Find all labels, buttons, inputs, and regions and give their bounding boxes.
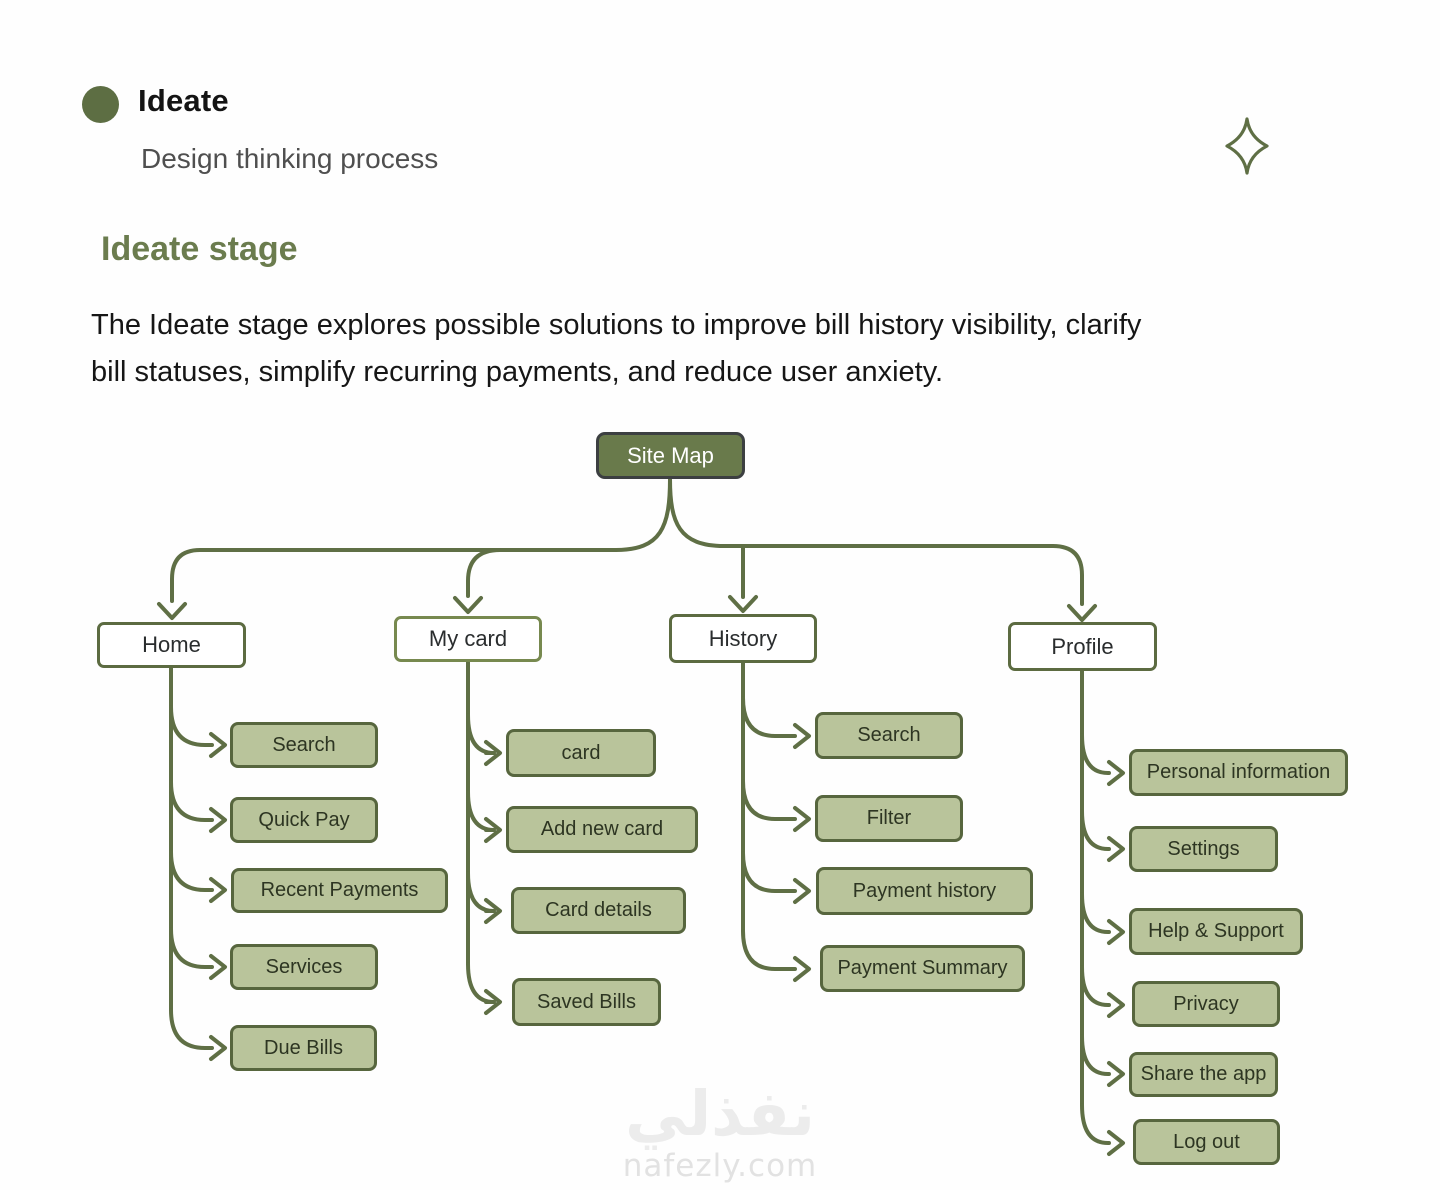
description-line-1: The Ideate stage explores possible solutions to improve bill history visibility, clarify — [91, 309, 1142, 341]
page-title: Ideate — [138, 83, 229, 118]
node-home: Home — [97, 622, 246, 668]
node-home-search: Search — [230, 722, 378, 768]
node-card-details: Card details — [511, 887, 686, 934]
node-saved-bills: Saved Bills — [512, 978, 661, 1026]
node-filter: Filter — [815, 795, 963, 842]
description-line-2: bill statuses, simplify recurring payments, and reduce user anxiety. — [91, 356, 944, 388]
node-card: card — [506, 729, 656, 777]
node-privacy: Privacy — [1132, 981, 1280, 1027]
node-my-card: My card — [394, 616, 542, 662]
watermark-logo: نفذلي — [625, 1077, 815, 1150]
node-settings: Settings — [1129, 826, 1278, 872]
node-history-search: Search — [815, 712, 963, 759]
node-quick-pay: Quick Pay — [230, 797, 378, 843]
node-profile: Profile — [1008, 622, 1157, 671]
node-site-map: Site Map — [596, 432, 745, 479]
watermark-site-url: nafezly.com — [622, 1148, 818, 1184]
node-services: Services — [230, 944, 378, 990]
node-recent-payments: Recent Payments — [231, 868, 448, 913]
node-add-new-card: Add new card — [506, 806, 698, 853]
node-log-out: Log out — [1133, 1119, 1280, 1165]
node-payment-history: Payment history — [816, 867, 1033, 915]
node-payment-summary: Payment Summary — [820, 945, 1025, 992]
node-personal-information: Personal information — [1129, 749, 1348, 796]
node-help-support: Help & Support — [1129, 908, 1303, 955]
node-share-the-app: Share the app — [1129, 1052, 1278, 1097]
node-history: History — [669, 614, 817, 663]
section-heading: Ideate stage — [101, 230, 298, 268]
node-due-bills: Due Bills — [230, 1025, 377, 1071]
page-subtitle: Design thinking process — [141, 143, 439, 174]
